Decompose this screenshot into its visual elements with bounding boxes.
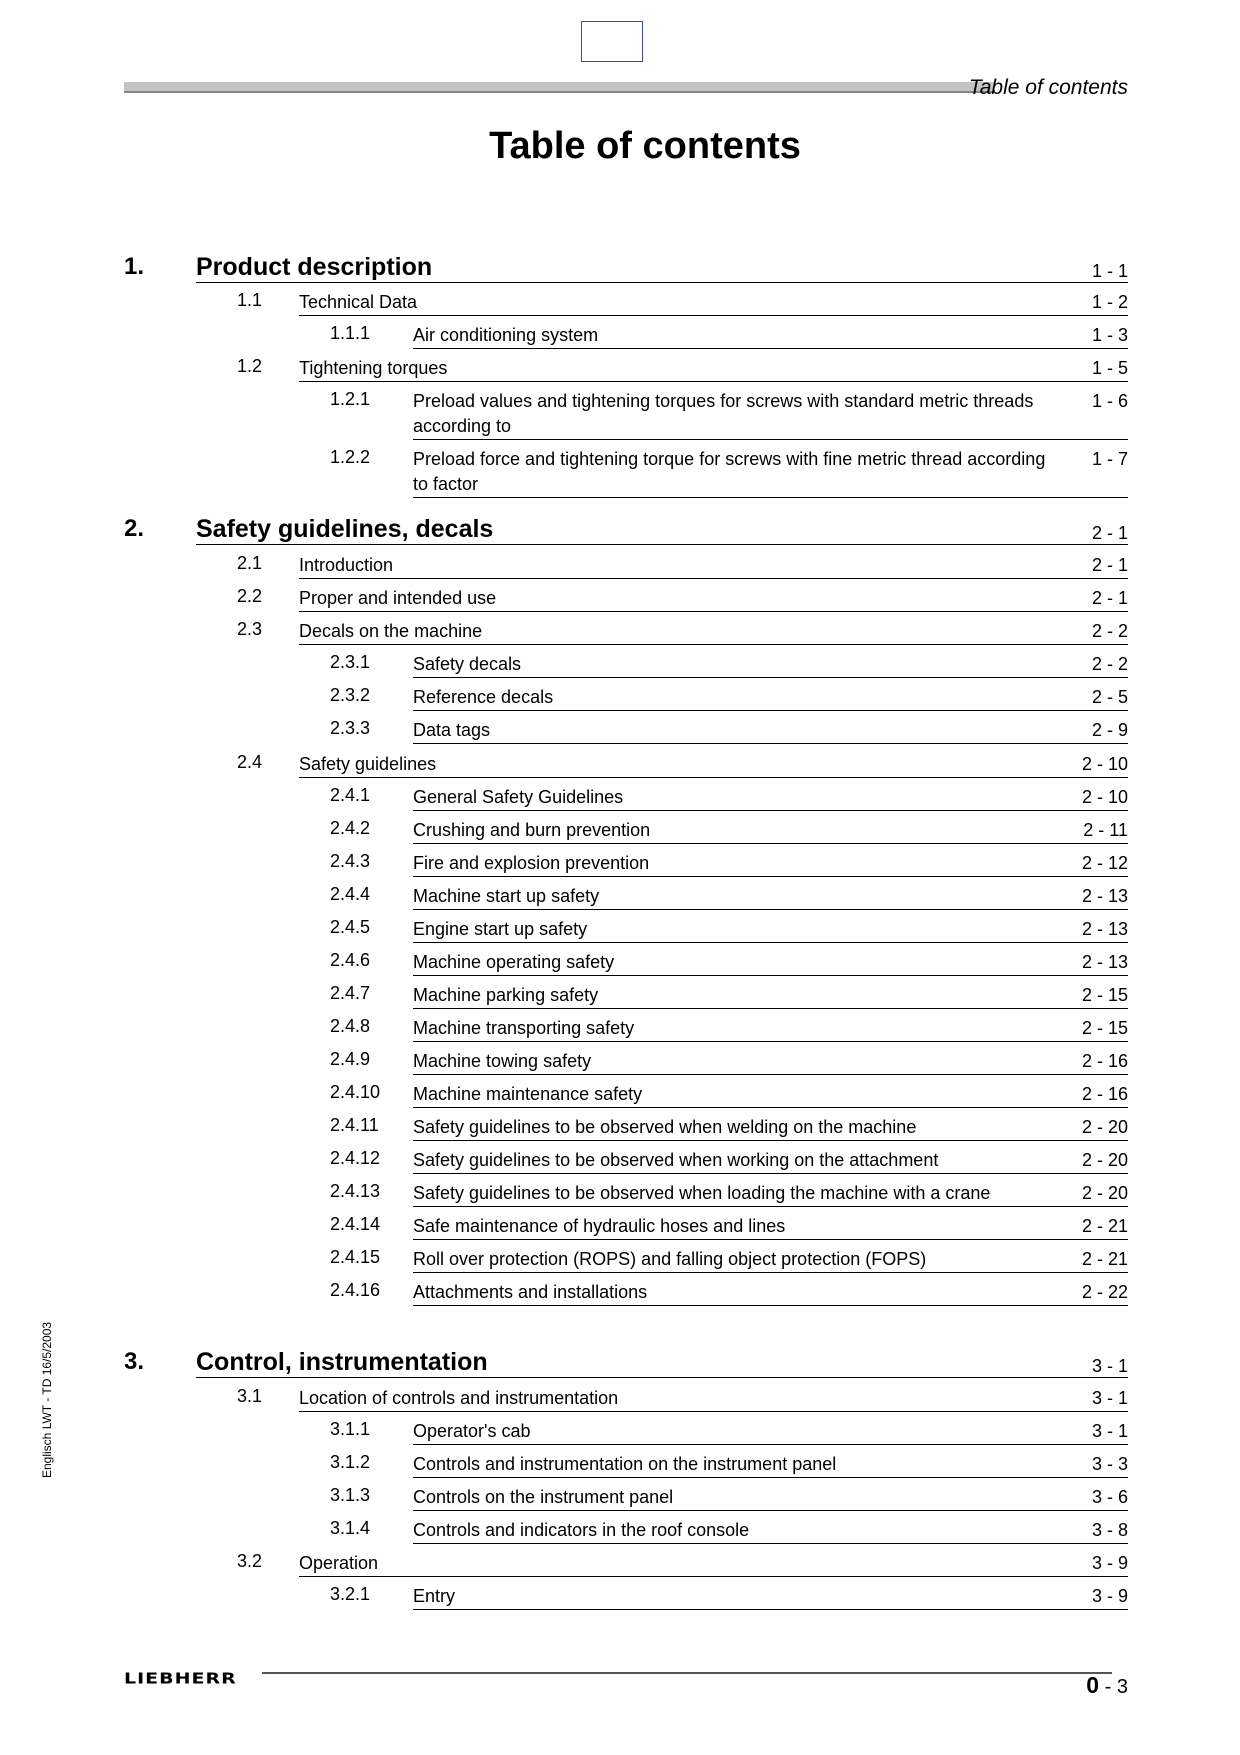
toc-entry-page: 2 - 20 [1081, 1150, 1128, 1170]
toc-entry-number: 2.4.12 [330, 1148, 381, 1168]
toc-entry-title [413, 1049, 1128, 1075]
toc-entry-label: Safe maintenance of hydraulic hoses and lines [413, 1216, 786, 1236]
toc-entry-page: 2 - 10 [1081, 754, 1128, 774]
toc-entry-label: Safety decals [413, 654, 522, 674]
toc-entry-title [413, 983, 1128, 1009]
toc-entry-title [413, 884, 1128, 910]
toc-entry-page: 2 - 13 [1081, 919, 1128, 939]
toc-entry-title [413, 1148, 1128, 1174]
toc-entry-page: 2 - 1 [1091, 523, 1128, 543]
toc-entry-page: 3 - 8 [1091, 1520, 1128, 1540]
toc-entry-number: 2.1 [237, 553, 263, 573]
toc-entry-number: 2.3.1 [330, 652, 371, 672]
toc-entry-page: 2 - 2 [1091, 654, 1128, 674]
toc-entry-number: 3.2.1 [330, 1584, 371, 1604]
toc-entry-page: 2 - 1 [1091, 588, 1128, 608]
toc-entry-number: 2.2 [237, 586, 263, 606]
toc-entry-label: Controls on the instrument panel [413, 1487, 674, 1507]
toc-entry-label: Air conditioning system [413, 325, 599, 345]
toc-entry-title [413, 685, 1128, 711]
toc-entry-number: 1.2.1 [330, 389, 371, 409]
toc-entry-title [413, 1214, 1128, 1240]
toc-entry-number: 1. [124, 253, 145, 280]
toc-entry-label: Data tags [413, 720, 491, 740]
toc-entry-page: 2 - 20 [1081, 1117, 1128, 1137]
toc-entry-label: Machine operating safety [413, 952, 615, 972]
toc-entry-page: 2 - 21 [1081, 1249, 1128, 1269]
toc-entry-page: 2 - 12 [1081, 853, 1128, 873]
toc-entry-label: Technical Data [299, 292, 418, 312]
toc-entry-label: Tightening torques [299, 358, 448, 378]
toc-entry-number: 1.2.2 [330, 447, 371, 467]
page-number-chapter: 0 [1086, 1672, 1100, 1698]
header-bar [124, 82, 994, 93]
toc-entry-title [413, 447, 1128, 498]
toc-entry-number: 2.4.4 [330, 884, 371, 904]
toc-entry-number: 3.1.1 [330, 1419, 371, 1439]
toc-entry-page: 3 - 1 [1091, 1356, 1128, 1376]
toc-entry-page: 2 - 1 [1091, 555, 1128, 575]
toc-entry-title [299, 752, 1128, 778]
toc-entry-page: 3 - 3 [1091, 1454, 1128, 1474]
toc-entry-page: 2 - 21 [1081, 1216, 1128, 1236]
toc-entry-page: 1 - 1 [1091, 261, 1128, 281]
toc-entry-label: Engine start up safety [413, 919, 588, 939]
toc-entry-page: 3 - 9 [1091, 1553, 1128, 1573]
toc-entry-label: Safety guidelines to be observed when welding on the machine [413, 1117, 917, 1137]
toc-entry-page: 3 - 1 [1091, 1388, 1128, 1408]
toc-entry-title [413, 718, 1128, 744]
toc-entry-label: Controls and instrumentation on the instrument panel [413, 1454, 837, 1474]
toc-entry-title [413, 1016, 1128, 1042]
toc-entry-title [413, 1115, 1128, 1141]
toc-entry-number: 1.1.1 [330, 323, 371, 343]
toc-entry-number: 3.1.4 [330, 1518, 371, 1538]
toc-entry-title [413, 1280, 1128, 1306]
toc-entry-number: 3.1.2 [330, 1452, 371, 1472]
toc-entry-label: Machine towing safety [413, 1051, 592, 1071]
toc-entry-page: 2 - 11 [1083, 820, 1128, 840]
toc-entry-title [299, 1551, 1128, 1577]
toc-entry-title [299, 586, 1128, 612]
toc-entry-label: Safety guidelines, decals [196, 515, 494, 543]
toc-entry-page: 2 - 16 [1081, 1051, 1128, 1071]
toc-entry-number: 2.4.3 [330, 851, 371, 871]
toc-entry-number: 2.4.8 [330, 1016, 371, 1036]
toc-entry-page: 2 - 13 [1081, 952, 1128, 972]
toc-entry-number: 2.4.10 [330, 1082, 381, 1102]
toc-entry-label: Machine maintenance safety [413, 1084, 643, 1104]
toc-entry-title [196, 252, 1128, 283]
toc-entry-number: 2.4.13 [330, 1181, 381, 1201]
toc-entry-title [413, 652, 1128, 678]
toc-entry-title [196, 1347, 1128, 1378]
toc-entry-page: 1 - 5 [1091, 358, 1128, 378]
toc-entry-page: 1 - 2 [1091, 292, 1128, 312]
toc-entry-title [413, 1247, 1128, 1273]
toc-entry-page: 1 - 7 [1091, 449, 1128, 469]
toc-entry-number: 3.1.3 [330, 1485, 371, 1505]
side-note: Englisch LWT - TD 16/5/2003 [40, 1321, 54, 1478]
toc-entry-number: 2.4.9 [330, 1049, 371, 1069]
toc-entry-number: 1.2 [237, 356, 263, 376]
toc-entry-label: General Safety Guidelines [413, 787, 624, 807]
toc-entry-number: 2.4.14 [330, 1214, 381, 1234]
toc-entry-label: Introduction [299, 555, 394, 575]
toc-entry-label: Control, instrumentation [196, 1348, 488, 1376]
toc-entry-page: 2 - 5 [1091, 687, 1128, 707]
toc-entry-page: 2 - 2 [1091, 621, 1128, 641]
toc-entry-number: 2.4.11 [330, 1115, 379, 1135]
toc-entry-title [299, 1386, 1128, 1412]
toc-entry-page: 2 - 22 [1081, 1282, 1128, 1302]
footer-rule [262, 1672, 1112, 1674]
header-marker-box [581, 21, 643, 62]
toc-entry-number: 2.4.7 [330, 983, 371, 1003]
toc-entry-number: 2.4.2 [330, 818, 371, 838]
page-number-page: - 3 [1099, 1676, 1128, 1698]
toc-entry-number: 2.4.5 [330, 917, 371, 937]
toc-entry-page: 3 - 9 [1091, 1586, 1128, 1606]
toc-entry-label: Machine start up safety [413, 886, 600, 906]
toc-entry-title [413, 1419, 1128, 1445]
toc-entry-number: 3. [124, 1348, 145, 1375]
toc-entry-title [299, 356, 1128, 382]
toc-entry-title [413, 1452, 1128, 1478]
toc-entry-page: 3 - 6 [1091, 1487, 1128, 1507]
toc-entry-page: 2 - 20 [1081, 1183, 1128, 1203]
page-title: Table of contents [489, 125, 801, 167]
toc-entry-title [413, 1485, 1128, 1511]
toc-entry-label: Operation [299, 1553, 379, 1573]
toc-entry-page: 2 - 13 [1081, 886, 1128, 906]
toc-entry-number: 2.4.6 [330, 950, 371, 970]
toc-entry-page: 3 - 1 [1091, 1421, 1128, 1441]
toc-entry-page: 2 - 9 [1091, 720, 1128, 740]
toc-entry-title [413, 851, 1128, 877]
toc-entry-label: Proper and intended use [299, 588, 497, 608]
toc-entry-label: Product description [196, 253, 433, 281]
toc-entry-label: Machine parking safety [413, 985, 599, 1005]
toc-entry-label: Entry [413, 1586, 456, 1606]
toc-entry-number: 2.3.3 [330, 718, 371, 738]
toc-entry-label: Location of controls and instrumentation [299, 1388, 619, 1408]
toc-entry-number: 2.4 [237, 752, 263, 772]
toc-entry-number: 1.1 [237, 290, 263, 310]
toc-entry-label: Attachments and installations [413, 1282, 648, 1302]
toc-entry-page: 2 - 10 [1081, 787, 1128, 807]
toc-entry-number: 3.2 [237, 1551, 263, 1571]
toc-entry-title [413, 917, 1128, 943]
toc-entry-label: Fire and explosion prevention [413, 853, 650, 873]
toc-entry-title [413, 1082, 1128, 1108]
toc-entry-number: 2.3 [237, 619, 263, 639]
toc-entry-label: Operator's cab [413, 1421, 531, 1441]
toc-entry-title [413, 785, 1128, 811]
toc-entry-title [299, 553, 1128, 579]
toc-entry-title [299, 290, 1128, 316]
toc-entry-page: 2 - 15 [1081, 1018, 1128, 1038]
toc-entry-number: 2.4.1 [330, 785, 371, 805]
toc-entry-title [413, 1584, 1128, 1610]
brand-logo: LIEBHERR [124, 1670, 237, 1688]
toc-entry-number: 3.1 [237, 1386, 263, 1406]
running-header-title: Table of contents [968, 76, 1128, 99]
toc-entry-page: 1 - 3 [1091, 325, 1128, 345]
toc-entry-label: Roll over protection (ROPS) and falling object protection (FOPS) [413, 1249, 927, 1269]
toc-entry-number: 2. [124, 515, 145, 542]
toc-entry-label: Preload force and tightening torque for screws with fine metric thread according to factor [413, 449, 1046, 494]
toc-entry-label: Decals on the machine [299, 621, 483, 641]
toc-entry-page: 2 - 16 [1081, 1084, 1128, 1104]
toc-entry-label: Machine transporting safety [413, 1018, 635, 1038]
toc-entry-number: 2.3.2 [330, 685, 371, 705]
toc-entry-title [299, 619, 1128, 645]
toc-entry-title [413, 1518, 1128, 1544]
toc-entry-page: 2 - 15 [1081, 985, 1128, 1005]
toc-entry-number: 2.4.16 [330, 1280, 381, 1300]
toc-entry-label: Safety guidelines to be observed when loading the machine with a crane [413, 1183, 991, 1203]
toc-entry-title [413, 1181, 1128, 1207]
toc-entry-title [413, 950, 1128, 976]
toc-entry-label: Reference decals [413, 687, 554, 707]
page-number [1086, 1672, 1128, 1699]
toc-entry-label: Safety guidelines to be observed when working on the attachment [413, 1150, 939, 1170]
toc-entry-label: Preload values and tightening torques for screws with standard metric threads according to [413, 391, 1034, 436]
toc-entry-title [196, 514, 1128, 545]
toc-entry-label: Controls and indicators in the roof console [413, 1520, 750, 1540]
toc-entry-number: 2.4.15 [330, 1247, 381, 1267]
toc-entry-page: 1 - 6 [1091, 391, 1128, 411]
toc-entry-title [413, 323, 1128, 349]
toc-entry-title [413, 818, 1128, 844]
toc-entry-label: Safety guidelines [299, 754, 437, 774]
toc-entry-label: Crushing and burn prevention [413, 820, 651, 840]
toc-entry-title [413, 389, 1128, 440]
